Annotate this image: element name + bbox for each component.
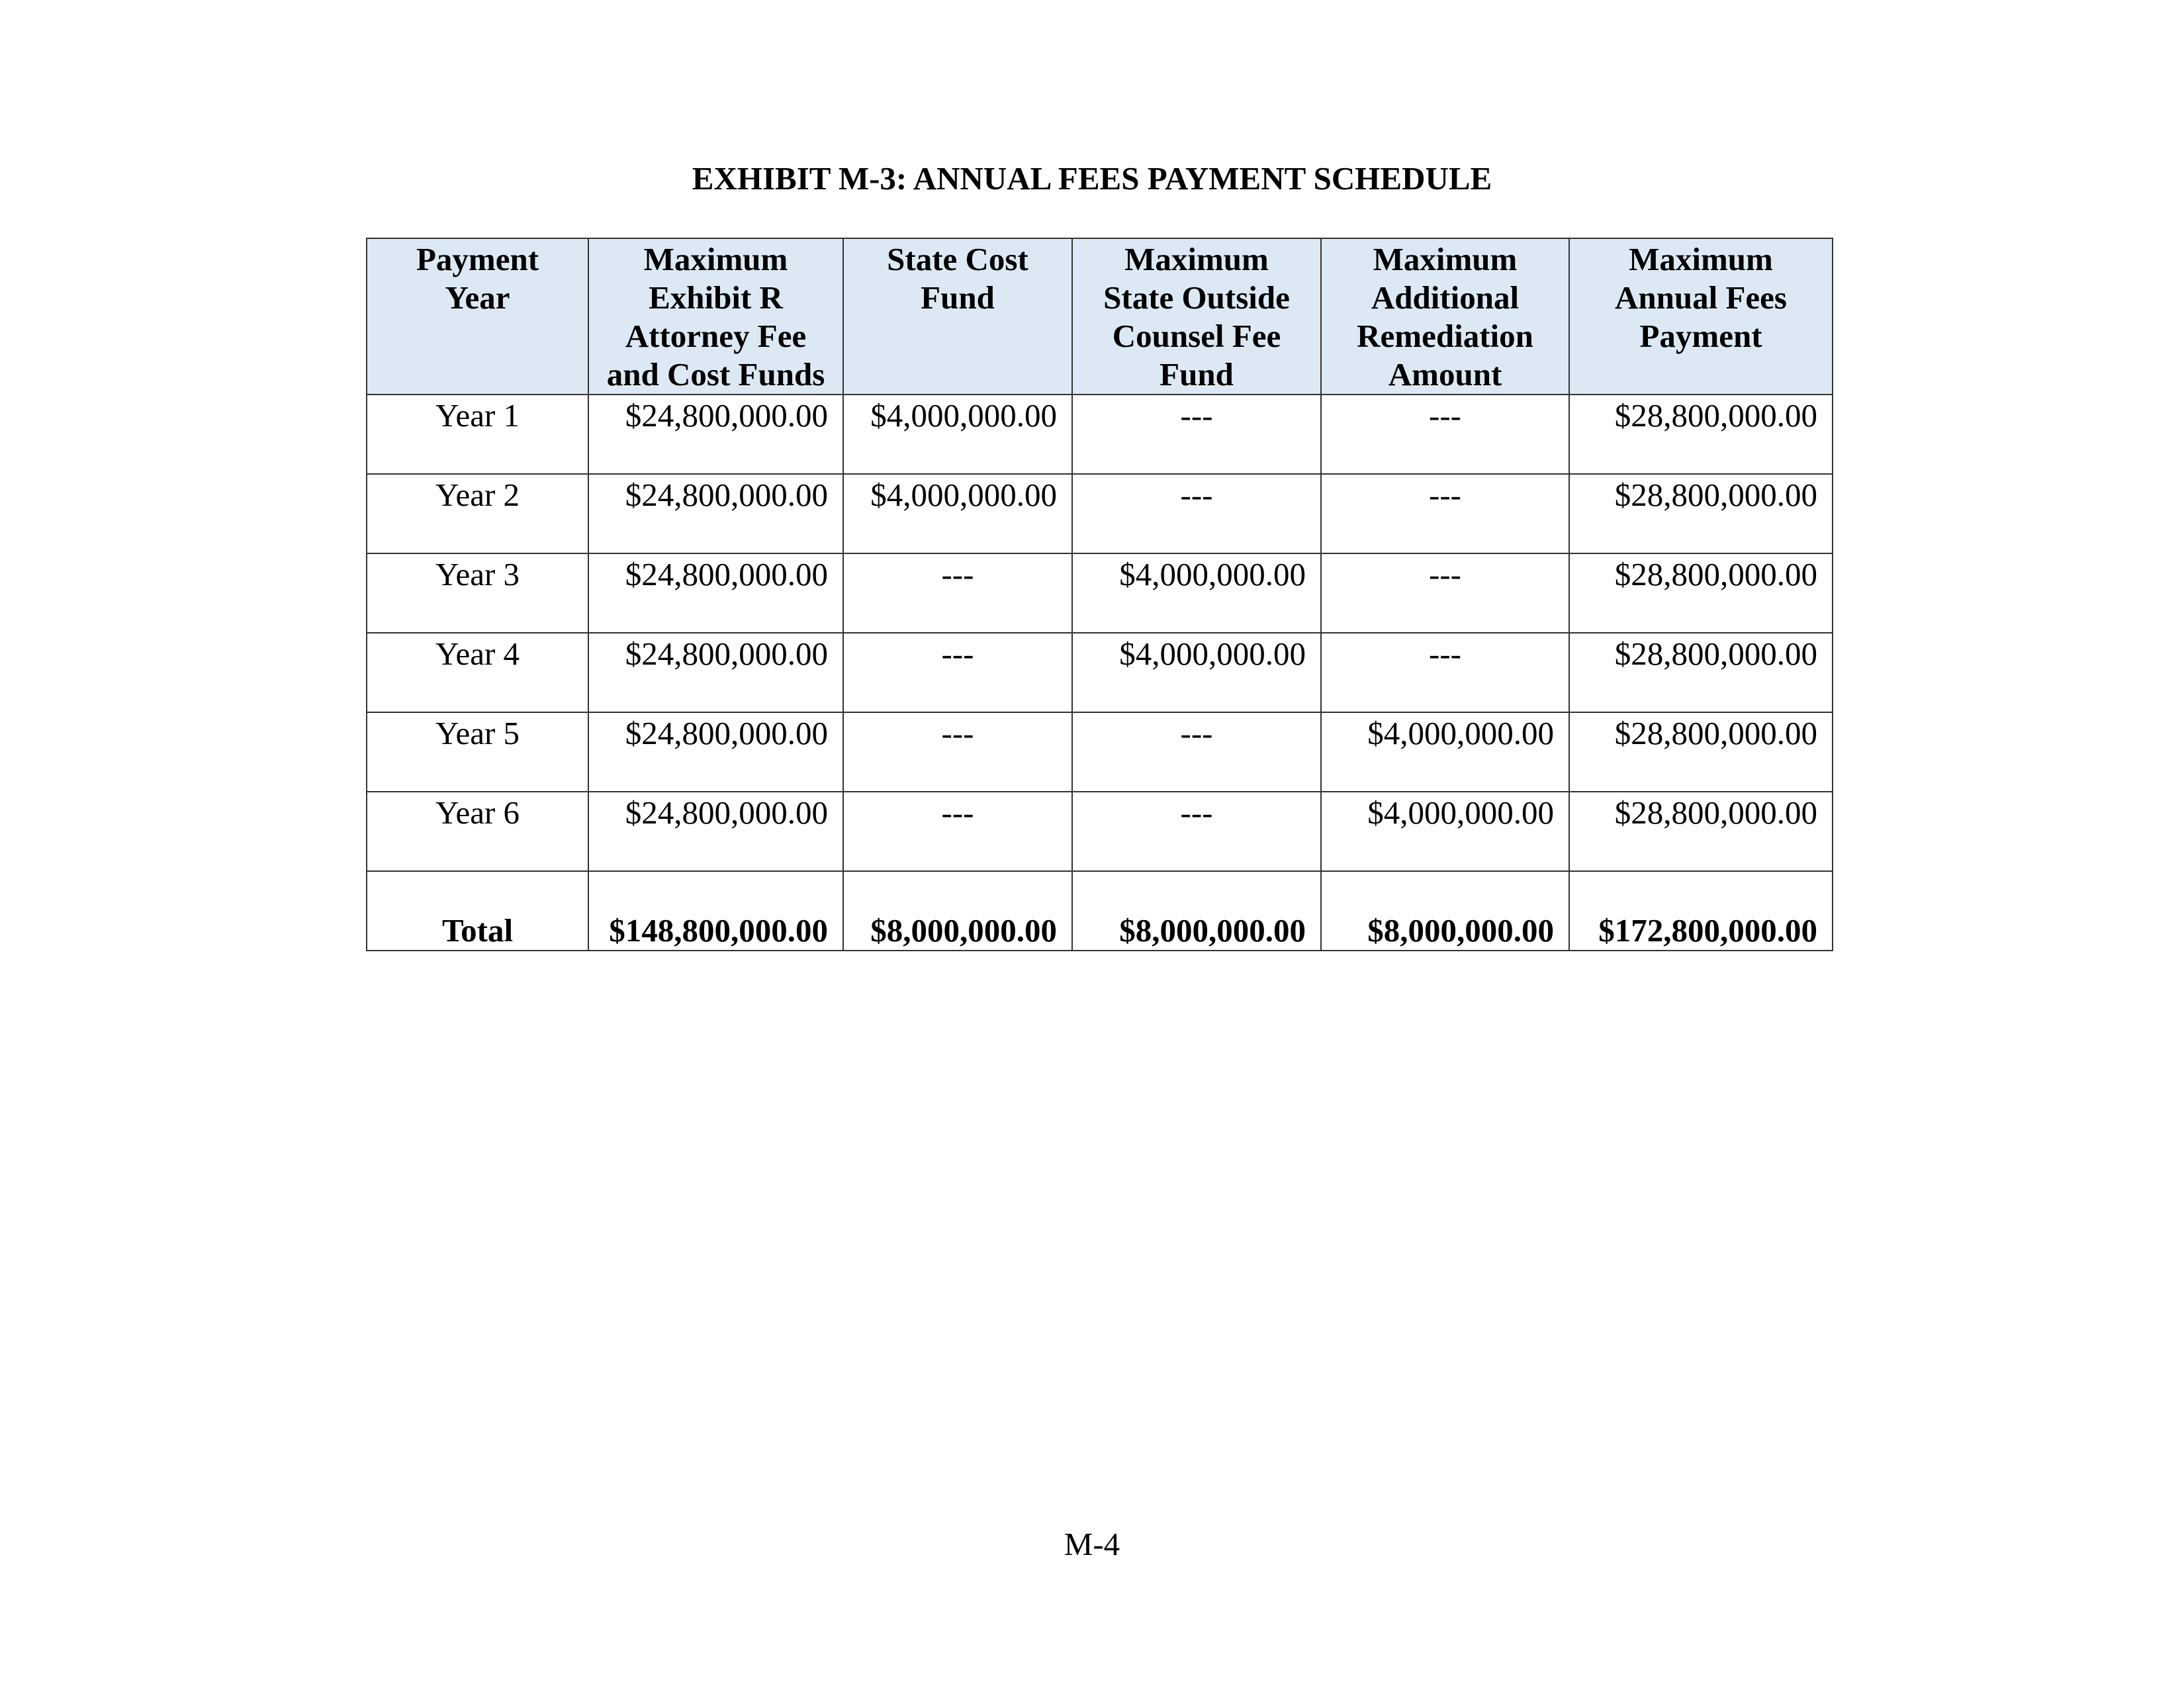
total-outside-counsel-fund: $8,000,000.00: [1072, 871, 1321, 951]
cell-remediation-amount: ---: [1321, 395, 1569, 474]
cell-exhibit-r-funds: $24,800,000.00: [588, 792, 843, 871]
cell-payment-year: Year 5: [367, 712, 588, 792]
cell-state-cost-fund: ---: [843, 712, 1072, 792]
header-line: Maximum: [1629, 241, 1773, 277]
cell-outside-counsel-fund: $4,000,000.00: [1072, 553, 1321, 633]
cell-outside-counsel-fund: ---: [1072, 474, 1321, 553]
total-remediation-amount: $8,000,000.00: [1321, 871, 1569, 951]
header-line: Attorney Fee: [625, 318, 807, 354]
cell-outside-counsel-fund: ---: [1072, 792, 1321, 871]
cell-payment-year: Year 2: [367, 474, 588, 553]
header-state-outside-counsel-fee-fund: [1072, 238, 1321, 395]
page-number: M-4: [1064, 1526, 1120, 1562]
cell-state-cost-fund: $4,000,000.00: [843, 474, 1072, 553]
cell-remediation-amount: ---: [1321, 633, 1569, 712]
table-row: [367, 792, 1833, 871]
header-line: Counsel Fee: [1112, 318, 1281, 354]
table-total-row: [367, 871, 1833, 951]
cell-outside-counsel-fund: $4,000,000.00: [1072, 633, 1321, 712]
cell-annual-fees-payment: $28,800,000.00: [1569, 474, 1833, 553]
cell-outside-counsel-fund: ---: [1072, 395, 1321, 474]
header-line: Maximum: [1373, 241, 1518, 277]
header-state-cost-fund: [843, 238, 1072, 395]
table-row: [367, 395, 1833, 474]
page-title: EXHIBIT M-3: ANNUAL FEES PAYMENT SCHEDULE: [692, 160, 1492, 197]
fees-payment-schedule-table: [366, 238, 1833, 951]
total-label: Total: [367, 871, 588, 951]
header-additional-remediation-amount: [1321, 238, 1569, 395]
header-line: and Cost Funds: [606, 356, 825, 393]
header-line: Payment: [1639, 318, 1762, 354]
table-row: [367, 553, 1833, 633]
cell-annual-fees-payment: $28,800,000.00: [1569, 792, 1833, 871]
header-line: Payment: [416, 241, 539, 277]
cell-state-cost-fund: ---: [843, 792, 1072, 871]
cell-state-cost-fund: ---: [843, 633, 1072, 712]
cell-annual-fees-payment: $28,800,000.00: [1569, 712, 1833, 792]
cell-payment-year: Year 6: [367, 792, 588, 871]
header-line: Remediation: [1357, 318, 1533, 354]
cell-exhibit-r-funds: $24,800,000.00: [588, 553, 843, 633]
cell-annual-fees-payment: $28,800,000.00: [1569, 633, 1833, 712]
cell-state-cost-fund: $4,000,000.00: [843, 395, 1072, 474]
header-line: Amount: [1388, 356, 1502, 393]
cell-annual-fees-payment: $28,800,000.00: [1569, 553, 1833, 633]
header-annual-fees-payment: [1569, 238, 1833, 395]
header-line: Fund: [1160, 356, 1234, 393]
cell-payment-year: Year 3: [367, 553, 588, 633]
cell-remediation-amount: ---: [1321, 553, 1569, 633]
total-state-cost-fund: $8,000,000.00: [843, 871, 1072, 951]
cell-exhibit-r-funds: $24,800,000.00: [588, 633, 843, 712]
header-exhibit-r-attorney-fee: [588, 238, 843, 395]
header-line: Additional: [1371, 279, 1520, 316]
cell-state-cost-fund: ---: [843, 553, 1072, 633]
cell-remediation-amount: $4,000,000.00: [1321, 792, 1569, 871]
header-payment-year: [367, 238, 588, 395]
cell-remediation-amount: $4,000,000.00: [1321, 712, 1569, 792]
cell-exhibit-r-funds: $24,800,000.00: [588, 712, 843, 792]
total-annual-fees-payment: $172,800,000.00: [1569, 871, 1833, 951]
cell-exhibit-r-funds: $24,800,000.00: [588, 395, 843, 474]
cell-payment-year: Year 1: [367, 395, 588, 474]
header-line: Exhibit R: [649, 279, 783, 316]
header-line: Fund: [921, 279, 995, 316]
table-row: [367, 712, 1833, 792]
cell-outside-counsel-fund: ---: [1072, 712, 1321, 792]
table-row: [367, 633, 1833, 712]
header-line: State Cost: [887, 241, 1028, 277]
cell-annual-fees-payment: $28,800,000.00: [1569, 395, 1833, 474]
total-exhibit-r-funds: $148,800,000.00: [588, 871, 843, 951]
header-line: State Outside: [1103, 279, 1290, 316]
header-line: Maximum: [1124, 241, 1269, 277]
table-header-row: [367, 238, 1833, 395]
cell-remediation-amount: ---: [1321, 474, 1569, 553]
header-line: Maximum: [643, 241, 788, 277]
cell-payment-year: Year 4: [367, 633, 588, 712]
header-line: Year: [445, 279, 510, 316]
header-line: Annual Fees: [1614, 279, 1787, 316]
table-row: [367, 474, 1833, 553]
cell-exhibit-r-funds: $24,800,000.00: [588, 474, 843, 553]
